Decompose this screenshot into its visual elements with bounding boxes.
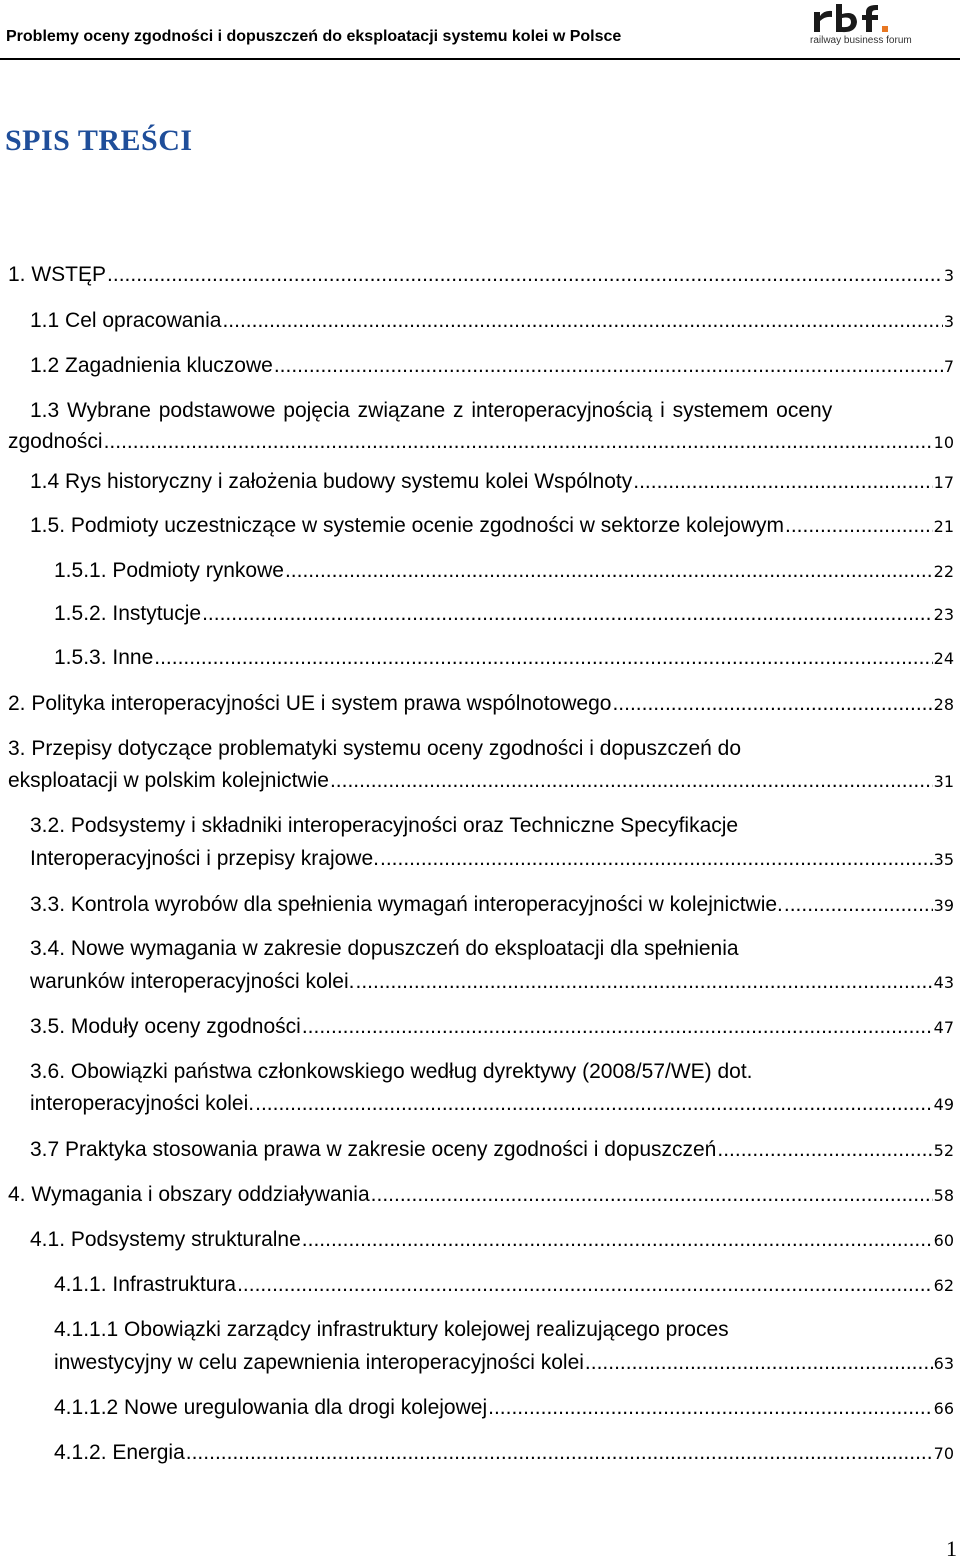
toc-leader-dots — [356, 970, 933, 994]
toc-leader-dots — [371, 1183, 933, 1207]
toc-entry-page: 70 — [933, 1444, 954, 1463]
toc-leader-dots — [330, 769, 933, 793]
toc-entry[interactable] — [30, 1228, 954, 1252]
toc-entry-page: 3 — [943, 312, 954, 331]
page-header — [0, 0, 960, 60]
toc-leader-dots — [302, 1228, 933, 1252]
toc-leader-dots — [785, 514, 933, 538]
toc-entry-page: 49 — [933, 1095, 954, 1114]
toc-entry-page: 7 — [943, 357, 954, 376]
toc-entry-text: 3.3. Kontrola wyrobów dla spełnienia wymagań interoperacyjności w kolejnictwie. — [30, 893, 783, 916]
toc-entry-text: 2. Polityka interoperacyjności UE i system prawa wspólnotowego — [8, 692, 612, 715]
toc-entry[interactable] — [8, 769, 954, 793]
toc-entry-text: inwestycyjny w celu zapewnienia interoperacyjności kolei — [54, 1351, 584, 1374]
rbf-logo — [810, 2, 910, 50]
toc-leader-dots — [186, 1441, 933, 1465]
toc-entry[interactable] — [30, 893, 954, 917]
toc-entry-page: 43 — [933, 973, 954, 992]
toc-entry[interactable] — [30, 470, 954, 494]
toc-leader-dots — [633, 470, 932, 494]
toc-leader-dots — [104, 430, 933, 454]
page-title: SPIS TREŚCI — [5, 124, 193, 157]
toc-leader-dots — [255, 1092, 933, 1116]
toc-leader-dots — [585, 1351, 933, 1375]
toc-entry-page: 21 — [933, 517, 954, 536]
toc-entry-first-line: 3. Przepisy dotyczące problematyki systemu oceny zgodności i dopuszczeń do — [8, 737, 742, 760]
toc-leader-dots — [237, 1273, 933, 1297]
toc-entry-page: 17 — [933, 473, 954, 492]
toc-entry[interactable] — [54, 646, 954, 670]
toc-entry-first-line: 4.1.1.1 Obowiązki zarządcy infrastruktury kolejowej realizującego proces — [54, 1318, 729, 1341]
toc-entry[interactable] — [8, 692, 954, 716]
toc-entry[interactable] — [30, 970, 954, 994]
toc-entry[interactable] — [8, 430, 954, 454]
toc-entry-page: 28 — [933, 695, 954, 714]
toc-entry-page: 63 — [933, 1354, 954, 1373]
toc-entry-first-line: 3.4. Nowe wymagania w zakresie dopuszczeń do eksploatacji dla spełnienia — [30, 937, 739, 960]
toc-entry-first-line: 3.2. Podsystemy i składniki interoperacyjności oraz Techniczne Specyfikacje — [30, 814, 739, 837]
toc-leader-dots — [107, 263, 943, 287]
toc-leader-dots — [717, 1138, 932, 1162]
toc-entry-text: 4.1.2. Energia — [54, 1441, 185, 1464]
toc-entry-first-line: 3.6. Obowiązki państwa członkowskiego według dyrektywy (2008/57/WE) dot. — [30, 1060, 753, 1083]
toc-entry-text: 1. WSTĘP — [8, 263, 107, 286]
header-divider — [0, 58, 960, 60]
toc-entry-text: warunków interoperacyjności kolei. — [30, 970, 355, 993]
toc-entry-text: Interoperacyjności i przepisy krajowe. — [30, 847, 379, 870]
toc-entry[interactable] — [8, 1183, 954, 1207]
toc-entry-text: 1.1 Cel opracowania — [30, 309, 222, 332]
toc-entry[interactable] — [54, 1441, 954, 1465]
toc-leader-dots — [302, 1015, 933, 1039]
toc-entry-page: 35 — [933, 850, 954, 869]
toc-leader-dots — [380, 847, 933, 871]
toc-entry-text: eksploatacji w polskim kolejnictwie — [8, 769, 329, 792]
toc-entry[interactable] — [30, 1092, 954, 1116]
toc-entry-text: 1.2 Zagadnienia kluczowe — [30, 354, 273, 377]
toc-entry-page: 47 — [933, 1018, 954, 1037]
toc-entry-first-line: 1.3 Wybrane podstawowe pojęcia związane z interoperacyjnością i systemem oceny — [30, 399, 833, 422]
toc-leader-dots — [488, 1396, 933, 1420]
toc-entry-text: 3.5. Moduły oceny zgodności — [30, 1015, 301, 1038]
toc-entry-page: 39 — [933, 896, 954, 915]
toc-entry-page: 62 — [933, 1276, 954, 1295]
toc-leader-dots — [154, 646, 932, 670]
toc-entry[interactable] — [54, 1273, 954, 1297]
page-number: 1 — [946, 1536, 957, 1561]
toc-entry-page: 10 — [933, 433, 954, 452]
toc-entry-text: 4. Wymagania i obszary oddziaływania — [8, 1183, 370, 1206]
toc-entry[interactable] — [8, 263, 954, 287]
toc-leader-dots — [274, 354, 943, 378]
toc-entry-text: 1.5. Podmioty uczestniczące w systemie ocenie zgodności w sektorze kolejowym — [30, 514, 784, 537]
toc-entry-page: 22 — [933, 562, 954, 581]
logo-caption: railway business forum — [810, 35, 912, 46]
toc-entry-text: 4.1.1. Infrastruktura — [54, 1273, 237, 1296]
toc-leader-dots — [784, 893, 933, 917]
toc-entry-text: 1.5.2. Instytucje — [54, 602, 202, 625]
toc-entry-page: 23 — [933, 605, 954, 624]
toc-entry[interactable] — [30, 1015, 954, 1039]
toc-leader-dots — [285, 559, 933, 583]
toc-entry-page: 24 — [933, 649, 954, 668]
toc-entry[interactable] — [54, 602, 954, 626]
header-title: Problemy oceny zgodności i dopuszczeń do eksploatacji systemu kolei w Polsce — [6, 28, 622, 45]
toc-entry[interactable] — [54, 1396, 954, 1420]
toc-entry-page: 58 — [933, 1186, 954, 1205]
toc-entry[interactable] — [30, 309, 954, 333]
toc-leader-dots — [222, 309, 942, 333]
rbf-logo-mark — [810, 2, 910, 36]
toc-entry-page: 66 — [933, 1399, 954, 1418]
toc-entry-page: 3 — [943, 266, 954, 285]
toc-entry[interactable] — [30, 354, 954, 378]
toc-leader-dots — [612, 692, 932, 716]
toc-entry[interactable] — [30, 847, 954, 871]
toc-entry-text: 4.1.1.2 Nowe uregulowania dla drogi kolejowej — [54, 1396, 488, 1419]
toc-entry[interactable] — [54, 1351, 954, 1375]
toc-entry-page: 31 — [933, 772, 954, 791]
toc-entry-text: 4.1. Podsystemy strukturalne — [30, 1228, 301, 1251]
toc-entry[interactable] — [30, 1138, 954, 1162]
toc-entry-text: interoperacyjności kolei. — [30, 1092, 255, 1115]
toc-entry-text: 1.4 Rys historyczny i założenia budowy systemu kolei Wspólnoty — [30, 470, 633, 493]
toc-entry-text: 3.7 Praktyka stosowania prawa w zakresie oceny zgodności i dopuszczeń — [30, 1138, 717, 1161]
toc-entry-page: 60 — [933, 1231, 954, 1250]
toc-entry-text: 1.5.1. Podmioty rynkowe — [54, 559, 284, 582]
toc-leader-dots — [202, 602, 933, 626]
toc-entry-text: 1.5.3. Inne — [54, 646, 154, 669]
toc-entry-text: zgodności — [8, 430, 103, 453]
toc-entry[interactable] — [30, 514, 954, 538]
toc-entry-page: 52 — [933, 1141, 954, 1160]
toc-entry[interactable] — [54, 559, 954, 583]
